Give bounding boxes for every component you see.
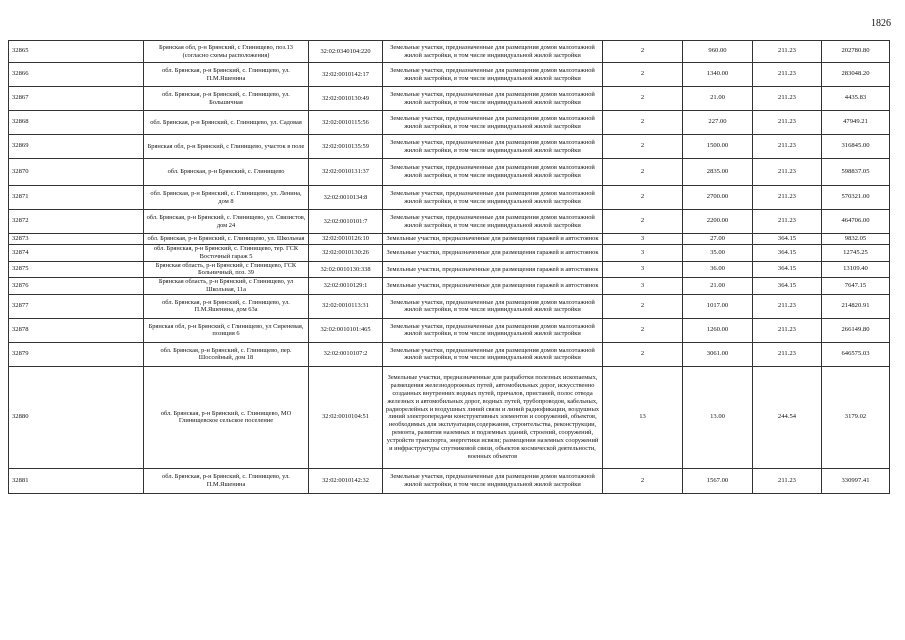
purpose-group: 2 — [603, 159, 683, 186]
area-value: 27.00 — [683, 234, 753, 245]
rate-value: 211.23 — [753, 159, 822, 186]
address-cell: обл. Брянская, р-н Брянский, с. Глинищево, ул. Садовая — [144, 111, 309, 135]
cadastral-value: 202780.80 — [822, 41, 890, 63]
rate-value: 364.15 — [753, 278, 822, 295]
area-value: 13.00 — [683, 366, 753, 468]
table-row — [9, 111, 890, 135]
rate-value: 211.23 — [753, 111, 822, 135]
rate-value: 211.23 — [753, 186, 822, 210]
land-purpose: Земельные участки, предназначенные для размещения домов малоэтажной жилой застройки, в том числе индивидуальной жилой застройки — [383, 342, 603, 366]
land-purpose: Земельные участки, предназначенные для размещения домов малоэтажной жилой застройки, в том числе индивидуальной жилой застройки — [383, 87, 603, 111]
rate-value: 244.54 — [753, 366, 822, 468]
table-row — [9, 468, 890, 493]
cadastral-number: 32:02:0010101:465 — [309, 318, 383, 342]
address-cell: обл. Брянская, р-н Брянский, с. Глинищево — [144, 159, 309, 186]
cadastral-number: 32:02:0010134:8 — [309, 186, 383, 210]
table-row — [9, 234, 890, 245]
rate-value: 364.15 — [753, 261, 822, 278]
row-number: 32879 — [9, 342, 144, 366]
page-number: 1826 — [871, 18, 891, 29]
cadastral-number: 32:02:0010129:1 — [309, 278, 383, 295]
rate-value: 211.23 — [753, 41, 822, 63]
rate-value: 211.23 — [753, 294, 822, 318]
land-purpose: Земельные участки, предназначенные для размещения домов малоэтажной жилой застройки, в том числе индивидуальной жилой застройки — [383, 210, 603, 234]
cadastral-number: 32:02:0010113:31 — [309, 294, 383, 318]
row-number: 32881 — [9, 468, 144, 493]
land-purpose: Земельные участки, предназначенные для размещения домов малоэтажной жилой застройки, в том числе индивидуальной жилой застройки — [383, 318, 603, 342]
address-cell: Брянская область, р-н Брянский, с Глинищево, ул Школьная, 11а — [144, 278, 309, 295]
rate-value: 211.23 — [753, 468, 822, 493]
cadastral-number: 32:02:0010142:32 — [309, 468, 383, 493]
purpose-group: 2 — [603, 468, 683, 493]
cadastral-number: 32:02:0340104:220 — [309, 41, 383, 63]
cadastral-number: 32:02:0010115:56 — [309, 111, 383, 135]
address-cell: Брянская обл, р-н Брянский, с Глинищево, ул Сиреневая, позиция 6 — [144, 318, 309, 342]
land-purpose: Земельные участки, предназначенные для размещения гаражей и автостоянок — [383, 245, 603, 262]
land-purpose: Земельные участки, предназначенные для размещения домов малоэтажной жилой застройки, в том числе индивидуальной жилой застройки — [383, 294, 603, 318]
rate-value: 364.15 — [753, 234, 822, 245]
rate-value: 211.23 — [753, 87, 822, 111]
area-value: 21.00 — [683, 87, 753, 111]
row-number: 32880 — [9, 366, 144, 468]
area-value: 3061.00 — [683, 342, 753, 366]
cadastral-value: 330997.41 — [822, 468, 890, 493]
address-cell: обл. Брянская, р-н Брянский, с. Глинищево, ул. П.М.Яшенина, дом 63а — [144, 294, 309, 318]
row-number: 32870 — [9, 159, 144, 186]
land-purpose: Земельные участки, предназначенные для размещения домов малоэтажной жилой застройки, в том числе индивидуальной жилой застройки — [383, 159, 603, 186]
land-purpose: Земельные участки, предназначенные для разработки полезных ископаемых, размещения железнодорожных путей, автомобильных дорог, искусственно созданных внутренних водных путей, причалов, пристаней, полос отвода железных и автомобильных дорог, водных путей, трубопроводов, кабельных, радиорелейных и воздушных линий связи и линий радиофикации, воздушных линий электропередачи конструктивных элементов и сооружений, объектов, необходимых для эксплуатации,содержания, строительства, реконструкции, ремонта, развития наземных и подземных зданий, строений, сооружений, устройств транспорта, энергетики исвязи; размещения наземных сооружений и инфраструктуры спутниковой связи, объектов космической деятельности, военных объектов — [383, 366, 603, 468]
area-value: 1500.00 — [683, 135, 753, 159]
land-purpose: Земельные участки, предназначенные для размещения гаражей и автостоянок — [383, 261, 603, 278]
cadastral-number: 32:02:0010126:10 — [309, 234, 383, 245]
land-plots-table — [8, 40, 890, 494]
cadastral-number: 32:02:0010130:338 — [309, 261, 383, 278]
cadastral-number: 32:02:0010107:2 — [309, 342, 383, 366]
address-cell: Брянская область, р-н Брянский, с Глинищево, ГСК Больничный, поз. 39 — [144, 261, 309, 278]
purpose-group: 3 — [603, 261, 683, 278]
rate-value: 211.23 — [753, 342, 822, 366]
purpose-group: 3 — [603, 278, 683, 295]
purpose-group: 13 — [603, 366, 683, 468]
area-value: 1260.00 — [683, 318, 753, 342]
address-cell: Брянская обл, р-н Брянский, с Глинищево, участок в поле — [144, 135, 309, 159]
row-number: 32867 — [9, 87, 144, 111]
table-row — [9, 294, 890, 318]
table-row — [9, 63, 890, 87]
cadastral-number: 32:02:0010131:37 — [309, 159, 383, 186]
cadastral-value: 7647.15 — [822, 278, 890, 295]
rate-value: 364.15 — [753, 245, 822, 262]
purpose-group: 2 — [603, 135, 683, 159]
cadastral-value: 214820.91 — [822, 294, 890, 318]
cadastral-value: 47949.21 — [822, 111, 890, 135]
cadastral-number: 32:02:0010135:59 — [309, 135, 383, 159]
table-row — [9, 318, 890, 342]
cadastral-number: 32:02:0010130:26 — [309, 245, 383, 262]
rate-value: 211.23 — [753, 135, 822, 159]
area-value: 960.00 — [683, 41, 753, 63]
purpose-group: 2 — [603, 186, 683, 210]
cadastral-value: 266149.80 — [822, 318, 890, 342]
cadastral-number: 32:02:0010101:7 — [309, 210, 383, 234]
area-value: 2700.00 — [683, 186, 753, 210]
cadastral-value: 646575.03 — [822, 342, 890, 366]
row-number: 32871 — [9, 186, 144, 210]
row-number: 32878 — [9, 318, 144, 342]
rate-value: 211.23 — [753, 210, 822, 234]
table-row — [9, 342, 890, 366]
row-number: 32866 — [9, 63, 144, 87]
area-value: 2835.00 — [683, 159, 753, 186]
land-purpose: Земельные участки, предназначенные для размещения домов малоэтажной жилой застройки, в том числе индивидуальной жилой застройки — [383, 111, 603, 135]
row-number: 32874 — [9, 245, 144, 262]
land-purpose: Земельные участки, предназначенные для размещения домов малоэтажной жилой застройки, в том числе индивидуальной жилой застройки — [383, 135, 603, 159]
area-value: 21.00 — [683, 278, 753, 295]
cadastral-value: 464706.00 — [822, 210, 890, 234]
address-cell: Брянская обл, р-н Брянский, с Глинищево, поз.13 (согласно схемы расположения) — [144, 41, 309, 63]
purpose-group: 2 — [603, 294, 683, 318]
cadastral-value: 13109.40 — [822, 261, 890, 278]
purpose-group: 2 — [603, 87, 683, 111]
area-value: 1017.00 — [683, 294, 753, 318]
row-number: 32873 — [9, 234, 144, 245]
row-number: 32876 — [9, 278, 144, 295]
address-cell: обл. Брянская, р-н Брянский, с. Глинищево, ул. Ленина, дом 8 — [144, 186, 309, 210]
area-value: 35.00 — [683, 245, 753, 262]
purpose-group: 2 — [603, 63, 683, 87]
cadastral-value: 283048.20 — [822, 63, 890, 87]
row-number: 32872 — [9, 210, 144, 234]
land-purpose: Земельные участки, предназначенные для размещения гаражей и автостоянок — [383, 278, 603, 295]
cadastral-value: 316845.00 — [822, 135, 890, 159]
rate-value: 211.23 — [753, 318, 822, 342]
cadastral-number: 32:02:0010142:17 — [309, 63, 383, 87]
table-row — [9, 135, 890, 159]
land-purpose: Земельные участки, предназначенные для размещения домов малоэтажной жилой застройки, в том числе индивидуальной жилой застройки — [383, 41, 603, 63]
row-number: 32875 — [9, 261, 144, 278]
area-value: 1340.00 — [683, 63, 753, 87]
table-row — [9, 366, 890, 468]
table-row — [9, 41, 890, 63]
address-cell: обл. Брянская, р-н Брянский, с. Глинищево, тер. ГСК Восточный гараж 5 — [144, 245, 309, 262]
address-cell: обл. Брянская, р-н Брянский, с. Глинищево, ул. Связистов, дом 24 — [144, 210, 309, 234]
cadastral-value: 9832.05 — [822, 234, 890, 245]
purpose-group: 3 — [603, 245, 683, 262]
cadastral-value: 12745.25 — [822, 245, 890, 262]
rate-value: 211.23 — [753, 63, 822, 87]
land-purpose: Земельные участки, предназначенные для размещения гаражей и автостоянок — [383, 234, 603, 245]
purpose-group: 3 — [603, 234, 683, 245]
table-row — [9, 278, 890, 295]
cadastral-value: 4435.83 — [822, 87, 890, 111]
cadastral-number: 32:02:0010104:51 — [309, 366, 383, 468]
purpose-group: 2 — [603, 318, 683, 342]
address-cell: обл. Брянская, р-н Брянский, с. Глинищево, ул. Большичная — [144, 87, 309, 111]
area-value: 227.00 — [683, 111, 753, 135]
land-purpose: Земельные участки, предназначенные для размещения домов малоэтажной жилой застройки, в том числе индивидуальной жилой застройки — [383, 63, 603, 87]
address-cell: обл. Брянская, р-н Брянский, с. Глинищево, ул. П.М.Яшенина — [144, 63, 309, 87]
land-purpose: Земельные участки, предназначенные для размещения домов малоэтажной жилой застройки, в том числе индивидуальной жилой застройки — [383, 468, 603, 493]
address-cell: обл. Брянская, р-н Брянский, с. Глинищево, ул. Школьная — [144, 234, 309, 245]
area-value: 36.00 — [683, 261, 753, 278]
cadastral-value: 598837.05 — [822, 159, 890, 186]
cadastral-value: 570321.00 — [822, 186, 890, 210]
table-row — [9, 210, 890, 234]
cadastral-value: 3179.02 — [822, 366, 890, 468]
purpose-group: 2 — [603, 41, 683, 63]
purpose-group: 2 — [603, 111, 683, 135]
area-value: 1567.00 — [683, 468, 753, 493]
row-number: 32877 — [9, 294, 144, 318]
purpose-group: 2 — [603, 210, 683, 234]
area-value: 2200.00 — [683, 210, 753, 234]
row-number: 32865 — [9, 41, 144, 63]
cadastral-number: 32:02:0010130:49 — [309, 87, 383, 111]
table-row — [9, 186, 890, 210]
row-number: 32869 — [9, 135, 144, 159]
table-row — [9, 159, 890, 186]
table-row — [9, 245, 890, 262]
row-number: 32868 — [9, 111, 144, 135]
address-cell: обл. Брянская, р-н Брянский, с. Глинищево, ул. П.М.Яшенина — [144, 468, 309, 493]
address-cell: обл. Брянская, р-н Брянский, с. Глинищево, МО Глинищевское сельское поселение — [144, 366, 309, 468]
address-cell: обл. Брянская, р-н Брянский, с. Глинищево, пер. Шоссейный, дом 18 — [144, 342, 309, 366]
table-row — [9, 87, 890, 111]
table-row — [9, 261, 890, 278]
purpose-group: 2 — [603, 342, 683, 366]
land-purpose: Земельные участки, предназначенные для размещения домов малоэтажной жилой застройки, в том числе индивидуальной жилой застройки — [383, 186, 603, 210]
